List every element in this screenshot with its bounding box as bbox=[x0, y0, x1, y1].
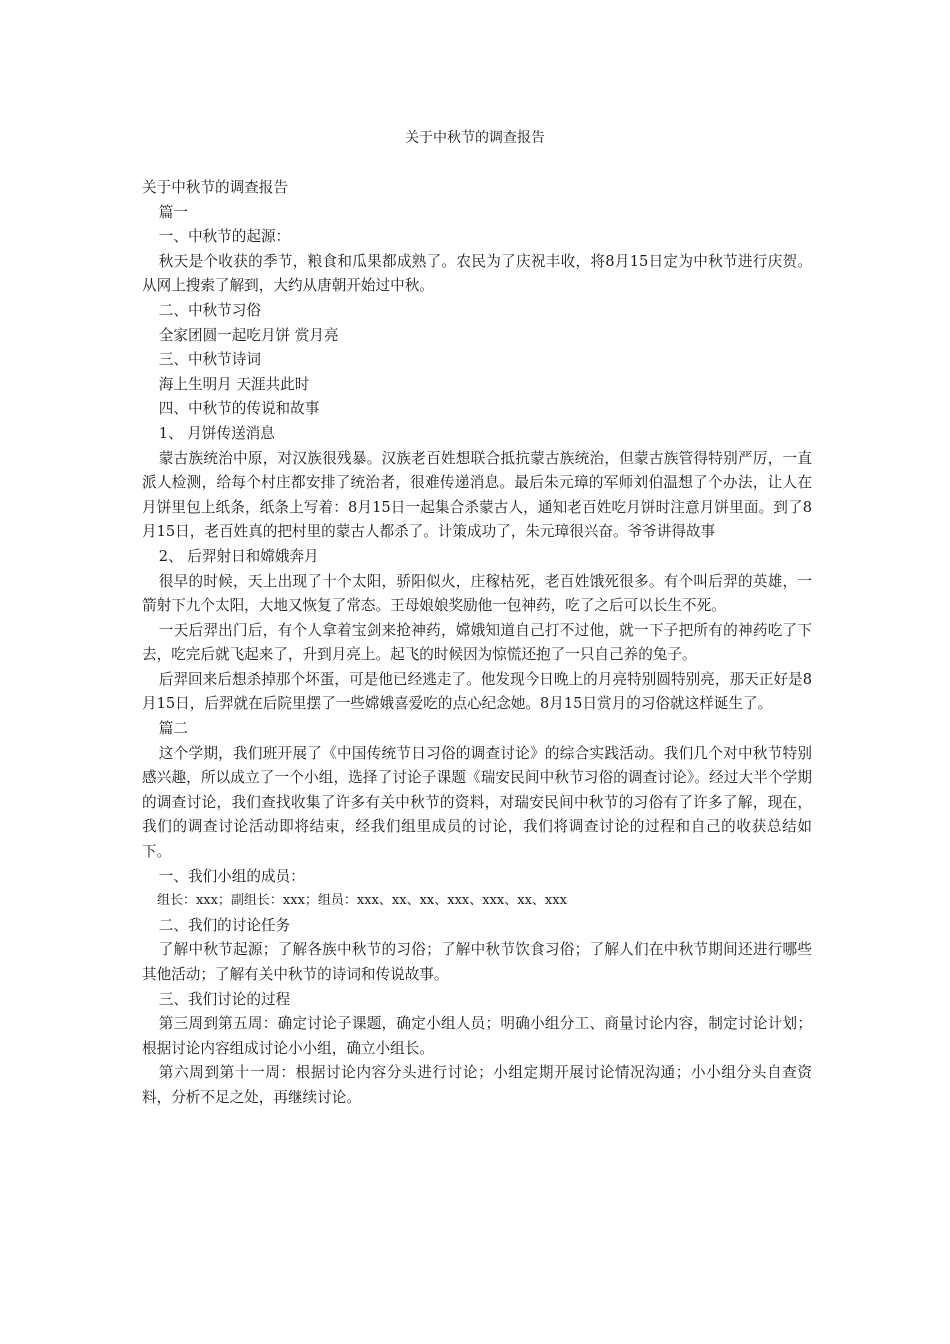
heading-legends: 四、中秋节的传说和故事 bbox=[158, 400, 320, 418]
paragraph-houyi-3: 后羿回来后想杀掉那个坏蛋，可是他已经逃走了。他发现今日晚上的月亮特别圆特别亮，那天正好是8月15日，后羿就在后院里摆了一些嫦娥喜爱吃的点心纪念她。8月15日赏月的习俗就这样诞生了。 bbox=[142, 670, 812, 713]
paragraph-poems: 海上生明月 天涯共此时 bbox=[158, 375, 310, 393]
subheading-houyi: 2、 后羿射日和嫦娥奔月 bbox=[158, 547, 319, 565]
paragraph-process-weeks-6-11: 第六周到第十一周：根据讨论内容分头进行讨论；小组定期开展讨论情况沟通；小小组分头自查资料，分析不足之处，再继续讨论。 bbox=[142, 1064, 812, 1106]
paragraph-intro: 这个学期，我们班开展了《中国传统节日习俗的调查讨论》的综合实践活动。我们几个对中秋节特别感兴趣，所以成立了一个小组，选择了讨论子课题《瑞安民间中秋节习俗的调查讨论》。经过大半个学期的调查讨论，我们查找收集了许多有关中秋节的资料，对瑞安民间中秋节的习俗有了许多了解，现在，我们的调查讨论活动即将结束，经我们组里成员的讨论，我们将调查讨论的过程和自己的收获总结如下。 bbox=[142, 744, 812, 861]
heading-poems: 三、中秋节诗词 bbox=[158, 351, 261, 369]
section-label-part-one: 篇一 bbox=[158, 203, 188, 221]
paragraph-members: 组长：xxx；副组长：xxx；组员：xxx、xx、xx、xxx、xxx、xx、xxx bbox=[156, 893, 567, 909]
section-label-part-two: 篇二 bbox=[158, 720, 188, 738]
paragraph-houyi-2: 一天后羿出门后，有个人拿着宝剑来抢神药，嫦娥知道自己打不过他，就一下子把所有的神药吃了下去，吃完后就飞起来了，升到月亮上。起飞的时候因为惊慌还抱了一只自己养的兔子。 bbox=[142, 621, 812, 664]
paragraph-tasks: 了解中秋节起源；了解各族中秋节的习俗；了解中秋节饮食习俗；了解人们在中秋节期间还进行哪些其他活动；了解有关中秋节的诗词和传说故事。 bbox=[142, 941, 812, 983]
heading-tasks: 二、我们的讨论任务 bbox=[158, 916, 291, 934]
paragraph-process-weeks-3-5: 第三周到第五周：确定讨论子课题，确定小组人员；明确小组分工、商量讨论内容，制定讨论计划；根据讨论内容组成讨论小小组，确立小组长。 bbox=[142, 1015, 812, 1057]
paragraph-mooncake-story: 蒙古族统治中原，对汉族很残暴。汉族老百姓想联合抵抗蒙古族统治，但蒙古族管得特别严厉，一直派人检测，给每个村庄都安排了统治者，很难传递消息。最后朱元璋的军师刘伯温想了个办法，让人在月饼里包上纸条，纸条上写着：8月15日一起集合杀蒙古人，通知老百姓吃月饼时注意月饼里面。到了8月15日，老百姓真的把村里的蒙古人都杀了。计策成功了，朱元璋很兴奋。爷爷讲得故事 bbox=[142, 449, 812, 541]
heading-customs: 二、中秋节习俗 bbox=[158, 301, 261, 319]
paragraph-houyi-1: 很早的时候，天上出现了十个太阳，骄阳似火，庄稼枯死，老百姓饿死很多。有个叫后羿的英雄，一箭射下九个太阳，大地又恢复了常态。王母娘娘奖励他一包神药，吃了之后可以长生不死。 bbox=[142, 572, 812, 615]
page-title: 关于中秋节的调查报告 bbox=[405, 130, 545, 146]
heading-members: 一、我们小组的成员： bbox=[158, 867, 305, 885]
heading-origin: 一、中秋节的起源： bbox=[158, 228, 291, 246]
paragraph-customs: 全家团圆一起吃月饼 赏月亮 bbox=[158, 326, 339, 344]
heading-process: 三、我们讨论的过程 bbox=[158, 990, 291, 1008]
paragraph-origin: 秋天是个收获的季节，粮食和瓜果都成熟了。农民为了庆祝丰收，将8月15日定为中秋节进行庆贺。从网上搜索了解到，大约从唐朝开始过中秋。 bbox=[142, 252, 812, 295]
document-body bbox=[142, 176, 812, 1111]
report-heading: 关于中秋节的调查报告 bbox=[142, 179, 288, 196]
subheading-mooncake: 1、 月饼传送消息 bbox=[158, 424, 275, 442]
